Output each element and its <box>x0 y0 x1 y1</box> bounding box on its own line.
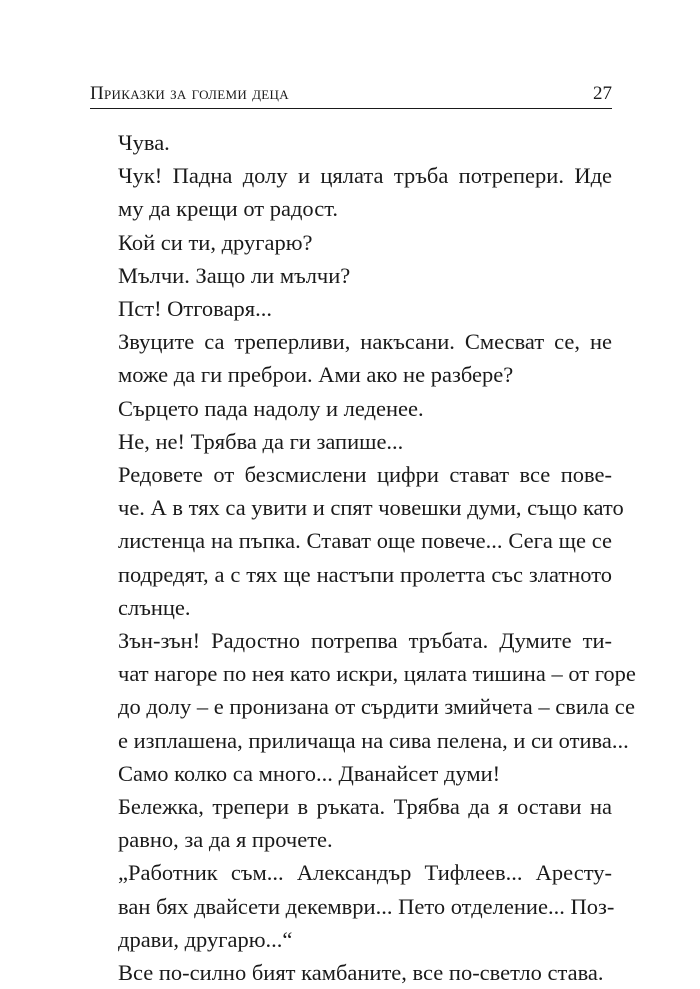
text-line: Звуците са треперливи, накъсани. Смесват се, не <box>118 329 612 355</box>
text-line: Само колко са много... Дванайсет думи! <box>118 760 501 786</box>
text-line: чат нагоре по нея като искри, цялата тишина – от горе <box>118 661 636 687</box>
running-header <box>90 82 612 109</box>
text-line: че. А в тях са увити и спят човешки думи, също като <box>118 495 624 521</box>
paragraph <box>90 159 612 225</box>
paragraph <box>90 856 615 956</box>
text-line: Сърцето пада надолу и леденее. <box>118 395 424 421</box>
text-line: Не, не! Трябва да ги запише... <box>118 428 404 454</box>
paragraph <box>90 425 612 458</box>
text-line: подредят, а с тях ще настъпи пролетта със златното <box>118 561 612 587</box>
text-line: Зън-зън! Радостно потрепва тръбата. Думите ти- <box>118 628 612 654</box>
text-line: драви, другарю...“ <box>118 926 293 952</box>
paragraph <box>90 624 636 757</box>
text-line: е изплашена, приличаща на сива пелена, и си отива... <box>118 727 629 753</box>
text-line: Кой си ти, другарю? <box>118 229 313 255</box>
paragraph <box>90 757 612 790</box>
text-line: „Работник съм... Александър Тифлеев... Аресту- <box>118 860 612 886</box>
paragraph <box>90 292 612 325</box>
text-line: Мълчи. Защо ли мълчи? <box>118 262 351 288</box>
text-line: листенца на пъпка. Стават още повече... Сега ще се <box>118 528 612 554</box>
paragraph <box>90 392 612 425</box>
text-line: може да ги преброи. Ами ако не разбере? <box>118 362 514 388</box>
text-line: Чук! Падна долу и цялата тръба потрепери. Иде <box>118 163 612 189</box>
paragraph <box>90 325 612 391</box>
paragraph <box>90 956 612 989</box>
text-body <box>90 126 636 989</box>
paragraph <box>90 126 612 159</box>
text-line: слънце. <box>118 594 191 620</box>
text-line: Чува. <box>118 130 170 155</box>
text-line: Бележка, трепери в ръката. Трябва да я остави на <box>118 794 612 820</box>
text-line: равно, за да я прочете. <box>118 827 333 853</box>
paragraph <box>90 226 612 259</box>
paragraph <box>90 790 612 856</box>
text-line: му да крещи от радост. <box>118 196 338 222</box>
paragraph <box>90 458 624 624</box>
text-line: до долу – е пронизана от сърдити змийчета – свила се <box>118 694 635 720</box>
text-line: ван бях двайсети декември... Пето отделение... Поз- <box>118 893 615 919</box>
page-number: 27 <box>593 83 612 104</box>
book-title: Приказки за големи деца <box>90 83 289 104</box>
text-line: Все по-силно бият камбаните, все по-светло става. <box>118 960 604 986</box>
text-line: Редовете от безсмислени цифри стават все пове- <box>118 462 612 488</box>
paragraph <box>90 259 612 292</box>
text-line: Пст! Отговаря... <box>118 296 272 322</box>
